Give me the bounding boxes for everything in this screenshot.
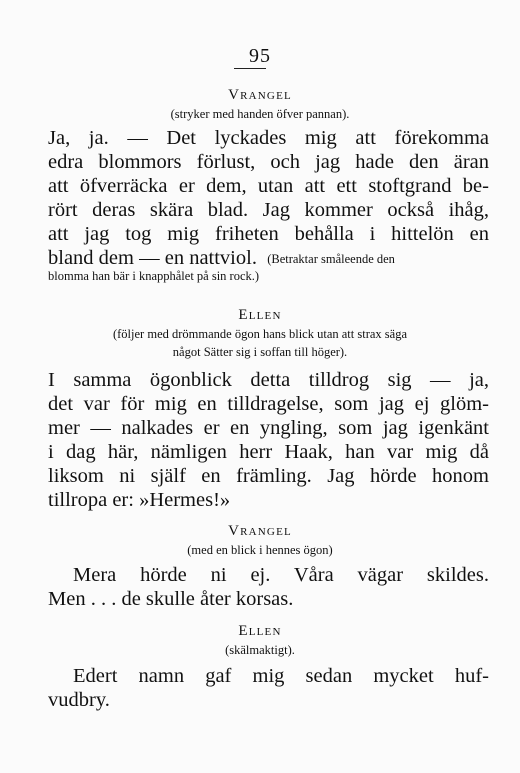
page-number-rule	[234, 68, 266, 69]
dialogue-line-text: rört deras skära blad. Jag kommer också ihåg,	[48, 199, 489, 221]
dialogue-line	[48, 198, 489, 222]
dialogue-line-text: edra blommors förlust, och jag hade den äran	[48, 151, 489, 173]
dialogue-line-text: mer — nalkades er en yngling, som jag igenkänt	[48, 417, 489, 439]
speaker-name: Ellen	[238, 307, 282, 323]
stage-direction: (med en blick i hennes ögon)	[187, 543, 333, 557]
dialogue-line	[48, 464, 489, 488]
dialogue-line-text: vudbry.	[48, 689, 110, 711]
stage-direction: (följer med drömmande ögon hans blick utan att strax säga	[112, 327, 407, 341]
stage-direction: (stryker med handen öfver pannan).	[170, 107, 350, 121]
dialogue-line-text: Edert namn gaf mig sedan mycket huf-	[73, 665, 489, 687]
speaker-name: Ellen	[238, 623, 282, 639]
dialogue-line-text: i dag här, nämligen herr Haak, han var mig då	[48, 441, 489, 463]
dialogue-line-text: att öfverräcka er dem, utan att ett stoftgrand be-	[48, 175, 489, 197]
dialogue-line	[48, 488, 230, 512]
dialogue-line	[48, 392, 489, 416]
dialogue-line-text: bland dem — en nattviol.	[48, 247, 257, 269]
dialogue-line	[48, 587, 293, 611]
dialogue-line	[48, 368, 489, 392]
dialogue-line-text: Ja, ja. — Det lyckades mig att förekomma	[48, 127, 489, 149]
dialogue-line	[48, 126, 489, 150]
inline-stage-direction: (Betraktar småleende den	[267, 252, 395, 266]
dialogue-line	[48, 440, 489, 464]
dialogue-line	[48, 688, 110, 712]
dialogue-line-text: liksom ni själf en främling. Jag hörde honom	[48, 465, 489, 487]
dialogue-line	[73, 563, 489, 587]
dialogue-line-text: att jag tog mig friheten behålla i hittelön en	[48, 223, 489, 245]
dialogue-line-text: Mera hörde ni ej. Våra vägar skildes.	[73, 564, 489, 586]
dialogue-line-text: Men . . . de skulle åter korsas.	[48, 588, 294, 610]
speaker-name: Vrangel	[228, 87, 292, 103]
dialogue-line	[48, 222, 489, 246]
dialogue-line-text: det var för mig en tilldragelse, som jag ej glöm-	[48, 393, 489, 415]
dialogue-line	[48, 150, 489, 174]
stage-direction-cont: något Sätter sig i soffan till höger).	[172, 345, 348, 359]
dialogue-line-text: tillropa er: »Hermes!»	[48, 489, 231, 511]
dialogue-line	[48, 174, 489, 198]
inline-stage-direction-cont: blomma han bär i knapphålet på sin rock.)	[48, 269, 260, 283]
speaker-name: Vrangel	[228, 523, 292, 539]
stage-direction: (skälmaktigt).	[225, 643, 295, 657]
dialogue-line-text: I samma ögonblick detta tilldrog sig — ja,	[48, 369, 489, 391]
page-number: 95	[249, 45, 271, 67]
dialogue-line	[73, 664, 489, 688]
dialogue-line	[48, 416, 489, 440]
